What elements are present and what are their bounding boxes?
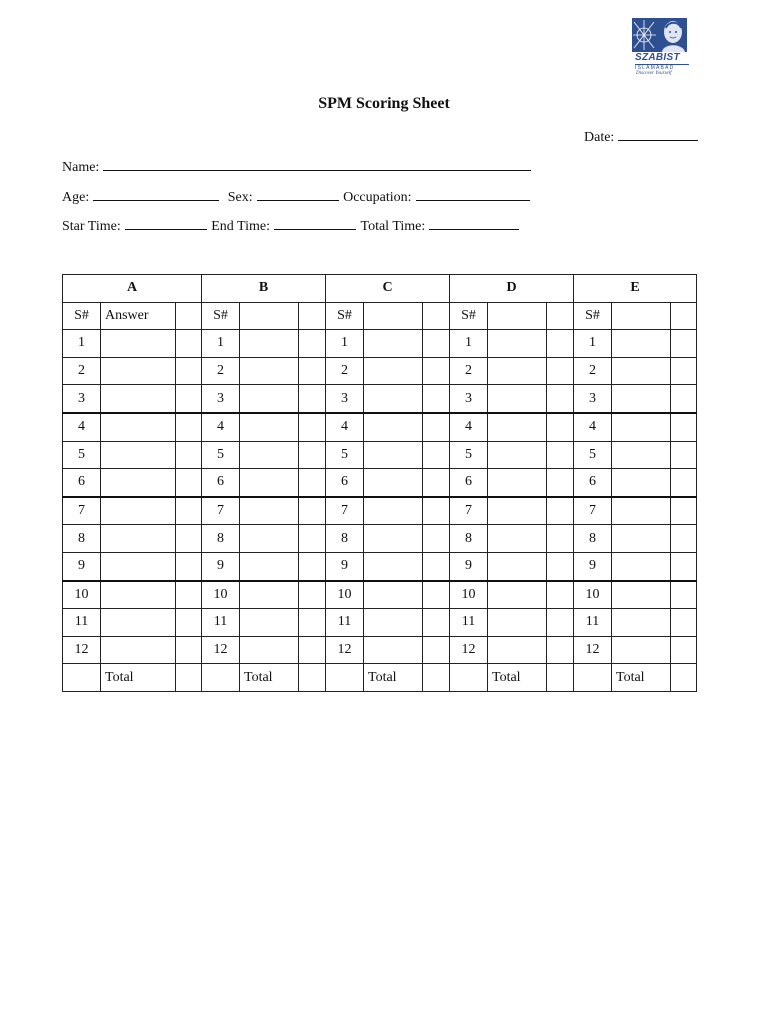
serial-cell-d: 5 [450,441,488,469]
occupation-field[interactable] [416,187,530,201]
score-cell-e[interactable] [671,385,697,413]
total-time-label: Total Time: [360,219,426,234]
section-header-c: C [326,275,450,303]
total-cell-e[interactable] [671,664,697,692]
total-spacer-e [574,664,612,692]
score-cell-e[interactable] [671,330,697,358]
score-header-e [671,302,697,330]
score-cell-d[interactable] [547,357,574,385]
answer-cell-a[interactable] [101,413,176,441]
age-sex-occupation-row [62,187,530,207]
score-cell-a[interactable] [176,357,202,385]
score-cell-b[interactable] [299,469,326,497]
score-cell-a[interactable] [176,609,202,637]
answer-cell-c[interactable] [364,609,423,637]
score-cell-a[interactable] [176,552,202,580]
score-cell-b[interactable] [299,552,326,580]
serial-header-e: S# [574,302,612,330]
total-label-c: Total [364,664,423,692]
score-cell-c[interactable] [423,581,450,609]
serial-cell-d: 10 [450,581,488,609]
total-label-d: Total [488,664,547,692]
answer-cell-e[interactable] [612,552,671,580]
serial-cell-a: 7 [63,497,101,525]
total-spacer-c [326,664,364,692]
serial-header-a: S# [63,302,101,330]
score-cell-e[interactable] [671,441,697,469]
score-cell-a[interactable] [176,413,202,441]
score-cell-b[interactable] [299,497,326,525]
serial-cell-b: 7 [202,497,240,525]
serial-cell-c: 4 [326,413,364,441]
serial-cell-b: 9 [202,552,240,580]
score-cell-d[interactable] [547,385,574,413]
answer-cell-c[interactable] [364,497,423,525]
score-cell-d[interactable] [547,552,574,580]
serial-cell-e: 8 [574,525,612,553]
serial-cell-a: 5 [63,441,101,469]
serial-cell-c: 9 [326,552,364,580]
answer-cell-e[interactable] [612,330,671,358]
serial-cell-d: 4 [450,413,488,441]
answer-header-c [364,302,423,330]
logo-emblem [632,18,687,52]
answer-cell-d[interactable] [488,609,547,637]
answer-cell-b[interactable] [240,525,299,553]
score-cell-b[interactable] [299,581,326,609]
score-cell-a[interactable] [176,469,202,497]
answer-cell-c[interactable] [364,469,423,497]
serial-cell-a: 4 [63,413,101,441]
total-spacer-a [63,664,101,692]
answer-cell-b[interactable] [240,581,299,609]
score-cell-c[interactable] [423,636,450,664]
score-cell-b[interactable] [299,525,326,553]
score-cell-e[interactable] [671,357,697,385]
score-cell-b[interactable] [299,357,326,385]
answer-cell-a[interactable] [101,441,176,469]
serial-cell-d: 12 [450,636,488,664]
serial-cell-a: 8 [63,525,101,553]
score-cell-b[interactable] [299,441,326,469]
serial-cell-b: 4 [202,413,240,441]
answer-cell-d[interactable] [488,581,547,609]
score-cell-b[interactable] [299,609,326,637]
date-field[interactable] [618,127,698,141]
total-time-field[interactable] [429,216,519,230]
serial-cell-a: 3 [63,385,101,413]
score-cell-c[interactable] [423,385,450,413]
answer-cell-d[interactable] [488,413,547,441]
answer-header-a: Answer [101,302,176,330]
date-row [584,127,698,147]
serial-cell-a: 6 [63,469,101,497]
szabist-logo [632,18,688,80]
answer-cell-a[interactable] [101,581,176,609]
table-row [63,552,697,580]
answer-cell-d[interactable] [488,357,547,385]
table-row [63,413,697,441]
end-time-label: End Time: [211,219,270,234]
serial-cell-c: 6 [326,469,364,497]
answer-cell-a[interactable] [101,609,176,637]
serial-cell-b: 5 [202,441,240,469]
score-cell-e[interactable] [671,636,697,664]
score-cell-e[interactable] [671,413,697,441]
score-cell-d[interactable] [547,525,574,553]
serial-cell-a: 1 [63,330,101,358]
answer-cell-e[interactable] [612,525,671,553]
answer-cell-b[interactable] [240,413,299,441]
score-cell-a[interactable] [176,441,202,469]
total-cell-d[interactable] [547,664,574,692]
table-row [63,385,697,413]
answer-header-b [240,302,299,330]
section-header-b: B [202,275,326,303]
answer-cell-c[interactable] [364,385,423,413]
score-cell-d[interactable] [547,469,574,497]
table-row [63,609,697,637]
score-cell-c[interactable] [423,330,450,358]
answer-cell-b[interactable] [240,330,299,358]
total-label-a: Total [101,664,176,692]
serial-cell-d: 6 [450,469,488,497]
serial-cell-e: 5 [574,441,612,469]
name-field[interactable] [103,157,531,171]
score-cell-e[interactable] [671,469,697,497]
serial-cell-b: 11 [202,609,240,637]
serial-cell-e: 6 [574,469,612,497]
score-cell-d[interactable] [547,441,574,469]
answer-cell-d[interactable] [488,385,547,413]
table-row [63,441,697,469]
score-cell-a[interactable] [176,330,202,358]
serial-cell-a: 12 [63,636,101,664]
serial-cell-d: 1 [450,330,488,358]
score-cell-d[interactable] [547,413,574,441]
serial-cell-e: 12 [574,636,612,664]
answer-cell-c[interactable] [364,581,423,609]
total-spacer-b [202,664,240,692]
score-cell-a[interactable] [176,385,202,413]
score-cell-d[interactable] [547,497,574,525]
age-label: Age: [62,190,90,205]
time-row [62,216,519,236]
answer-cell-c[interactable] [364,441,423,469]
score-cell-a[interactable] [176,636,202,664]
serial-cell-d: 11 [450,609,488,637]
section-header-row [63,275,697,303]
serial-header-c: S# [326,302,364,330]
score-cell-e[interactable] [671,609,697,637]
answer-cell-e[interactable] [612,636,671,664]
score-cell-b[interactable] [299,385,326,413]
score-cell-c[interactable] [423,525,450,553]
table-row [63,581,697,609]
answer-cell-c[interactable] [364,330,423,358]
serial-cell-d: 7 [450,497,488,525]
total-cell-b[interactable] [299,664,326,692]
answer-cell-a[interactable] [101,525,176,553]
occupation-label: Occupation: [343,190,412,205]
score-cell-d[interactable] [547,330,574,358]
serial-cell-a: 9 [63,552,101,580]
answer-cell-a[interactable] [101,385,176,413]
serial-header-b: S# [202,302,240,330]
answer-cell-d[interactable] [488,497,547,525]
score-cell-a[interactable] [176,497,202,525]
answer-cell-b[interactable] [240,357,299,385]
score-cell-d[interactable] [547,636,574,664]
answer-cell-c[interactable] [364,357,423,385]
answer-cell-e[interactable] [612,413,671,441]
serial-cell-d: 9 [450,552,488,580]
answer-cell-a[interactable] [101,497,176,525]
score-cell-d[interactable] [547,609,574,637]
serial-cell-e: 10 [574,581,612,609]
answer-cell-a[interactable] [101,330,176,358]
score-cell-e[interactable] [671,497,697,525]
serial-cell-c: 7 [326,497,364,525]
score-header-c [423,302,450,330]
answer-cell-e[interactable] [612,609,671,637]
total-cell-c[interactable] [423,664,450,692]
name-label: Name: [62,160,100,175]
answer-cell-c[interactable] [364,636,423,664]
table-row [63,497,697,525]
score-header-b [299,302,326,330]
start-time-label: Star Time: [62,219,121,234]
serial-cell-b: 8 [202,525,240,553]
serial-cell-e: 7 [574,497,612,525]
serial-cell-c: 1 [326,330,364,358]
scoring-table-body [63,275,697,692]
score-cell-c[interactable] [423,469,450,497]
answer-cell-a[interactable] [101,357,176,385]
serial-cell-e: 11 [574,609,612,637]
answer-cell-e[interactable] [612,385,671,413]
answer-cell-d[interactable] [488,525,547,553]
answer-cell-c[interactable] [364,525,423,553]
score-cell-b[interactable] [299,413,326,441]
serial-cell-e: 3 [574,385,612,413]
score-cell-e[interactable] [671,525,697,553]
serial-cell-c: 11 [326,609,364,637]
logo-wordmark: SZABIST [635,52,680,63]
serial-cell-b: 10 [202,581,240,609]
table-row [63,636,697,664]
score-cell-c[interactable] [423,441,450,469]
answer-cell-e[interactable] [612,469,671,497]
total-cell-a[interactable] [176,664,202,692]
total-label-b: Total [240,664,299,692]
answer-cell-d[interactable] [488,441,547,469]
start-time-field[interactable] [125,216,207,230]
answer-cell-d[interactable] [488,330,547,358]
table-row [63,469,697,497]
serial-cell-a: 2 [63,357,101,385]
table-row [63,525,697,553]
serial-cell-b: 2 [202,357,240,385]
serial-cell-a: 11 [63,609,101,637]
serial-cell-d: 2 [450,357,488,385]
serial-cell-e: 9 [574,552,612,580]
page-title: SPM Scoring Sheet [318,95,450,112]
serial-cell-c: 2 [326,357,364,385]
serial-cell-d: 8 [450,525,488,553]
serial-cell-e: 2 [574,357,612,385]
logo-tagline: Discover Yourself [636,71,672,76]
score-cell-b[interactable] [299,330,326,358]
serial-header-d: S# [450,302,488,330]
answer-cell-e[interactable] [612,497,671,525]
score-cell-d[interactable] [547,581,574,609]
column-header-row [63,302,697,330]
score-cell-e[interactable] [671,581,697,609]
serial-cell-b: 6 [202,469,240,497]
serial-cell-c: 8 [326,525,364,553]
score-header-a [176,302,202,330]
serial-cell-e: 1 [574,330,612,358]
date-label: Date: [584,130,615,145]
score-cell-b[interactable] [299,636,326,664]
answer-cell-b[interactable] [240,552,299,580]
scoring-table [62,274,697,692]
serial-cell-b: 12 [202,636,240,664]
section-header-a: A [63,275,202,303]
total-spacer-d [450,664,488,692]
answer-cell-d[interactable] [488,636,547,664]
answer-cell-b[interactable] [240,469,299,497]
age-field[interactable] [93,187,219,201]
total-row [63,664,697,692]
serial-cell-c: 3 [326,385,364,413]
serial-cell-a: 10 [63,581,101,609]
end-time-field[interactable] [274,216,356,230]
answer-cell-e[interactable] [612,581,671,609]
logo-emblem-graphic [632,18,687,52]
serial-cell-c: 10 [326,581,364,609]
answer-cell-d[interactable] [488,469,547,497]
name-row [62,157,531,177]
serial-cell-c: 5 [326,441,364,469]
total-label-e: Total [612,664,671,692]
answer-cell-b[interactable] [240,609,299,637]
score-cell-a[interactable] [176,581,202,609]
serial-cell-e: 4 [574,413,612,441]
serial-cell-b: 3 [202,385,240,413]
logo-city: ISLAMABAD [635,64,689,71]
section-header-e: E [574,275,697,303]
answer-cell-a[interactable] [101,469,176,497]
answer-cell-b[interactable] [240,385,299,413]
answer-header-d [488,302,547,330]
answer-cell-c[interactable] [364,552,423,580]
score-cell-c[interactable] [423,413,450,441]
answer-cell-a[interactable] [101,552,176,580]
serial-cell-b: 1 [202,330,240,358]
answer-cell-c[interactable] [364,413,423,441]
answer-cell-e[interactable] [612,357,671,385]
answer-cell-e[interactable] [612,441,671,469]
answer-cell-a[interactable] [101,636,176,664]
answer-cell-b[interactable] [240,497,299,525]
answer-cell-b[interactable] [240,441,299,469]
score-cell-c[interactable] [423,357,450,385]
sex-field[interactable] [257,187,339,201]
section-header-d: D [450,275,574,303]
table-row [63,357,697,385]
serial-cell-c: 12 [326,636,364,664]
table-row [63,330,697,358]
score-header-d [547,302,574,330]
serial-cell-d: 3 [450,385,488,413]
answer-cell-b[interactable] [240,636,299,664]
score-cell-c[interactable] [423,497,450,525]
score-cell-a[interactable] [176,525,202,553]
score-cell-c[interactable] [423,609,450,637]
answer-header-e [612,302,671,330]
answer-cell-d[interactable] [488,552,547,580]
score-cell-e[interactable] [671,552,697,580]
score-cell-c[interactable] [423,552,450,580]
sex-label: Sex: [227,190,253,205]
